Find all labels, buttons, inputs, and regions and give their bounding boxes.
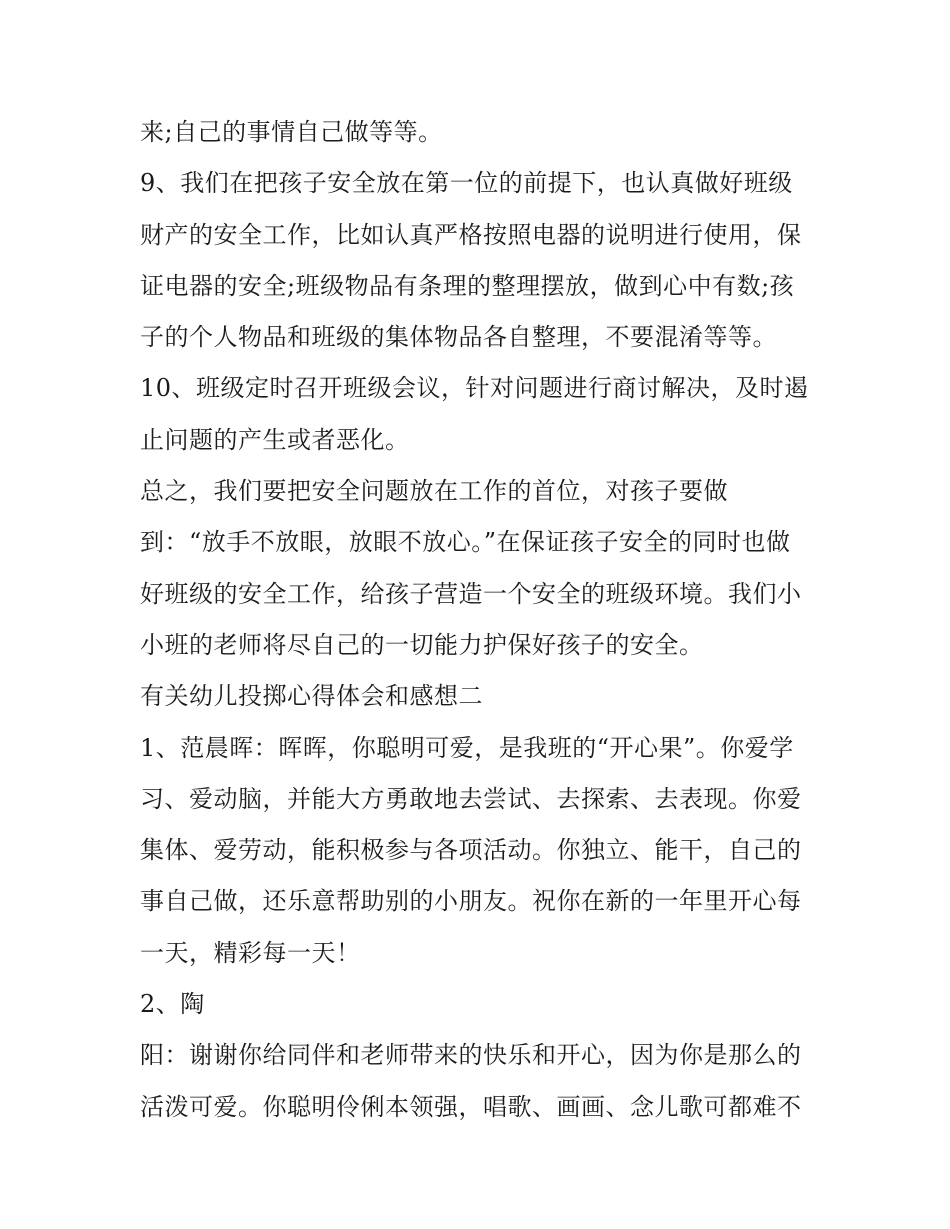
text-line: 小班的老师将尽自己的一切能力护保好孩子的安全。 — [140, 630, 704, 659]
text-line: 1、范晨晖：晖晖，你聪明可爱，是我班的“开心果”。你爱学 — [140, 733, 794, 762]
text-line: 阳：谢谢你给同伴和老师带来的快乐和开心，因为你是那么的 — [140, 1041, 802, 1070]
text-line: 9、我们在把孩子安全放在第一位的前提下，也认真做好班级 — [140, 169, 793, 198]
text-line: 止问题的产生或者恶化。 — [140, 425, 410, 454]
text-line: 事自己做，还乐意帮助别的小朋友。祝你在新的一年里开心每 — [140, 887, 802, 916]
text-line: 一天，精彩每一天！ — [140, 938, 361, 967]
text-line: 2、陶 — [140, 990, 205, 1019]
text-line: 习、爱动脑，并能大方勇敢地去尝试、去探索、去表现。你爱 — [140, 784, 802, 813]
text-line: 集体、爱劳动，能积极参与各项活动。你独立、能干，自己的 — [140, 836, 802, 865]
text-line: 来;自己的事情自己做等等。 — [140, 118, 443, 146]
text-line: 到：“放手不放眼，放眼不放心。”在保证孩子安全的同时也做 — [140, 528, 791, 557]
text-line: 子的个人物品和班级的集体物品各自整理，不要混淆等等。 — [140, 323, 777, 352]
text-line: 10、班级定时召开班级会议，针对问题进行商讨解决，及时遏 — [140, 374, 809, 403]
text-line: 证电器的安全;班级物品有条理的整理摆放，做到心中有数;孩 — [140, 271, 795, 300]
document-body — [140, 107, 820, 1133]
section-heading: 有关幼儿投掷心得体会和感想二 — [140, 682, 483, 711]
text-line: 好班级的安全工作，给孩子营造一个安全的班级环境。我们小 — [140, 579, 802, 608]
text-line: 活泼可爱。你聪明伶俐本领强，唱歌、画画、念儿歌可都难不 — [140, 1092, 802, 1121]
text-line: 财产的安全工作，比如认真严格按照电器的说明进行使用，保 — [140, 220, 802, 249]
text-line: 总之，我们要把安全问题放在工作的首位，对孩子要做 — [140, 477, 728, 506]
